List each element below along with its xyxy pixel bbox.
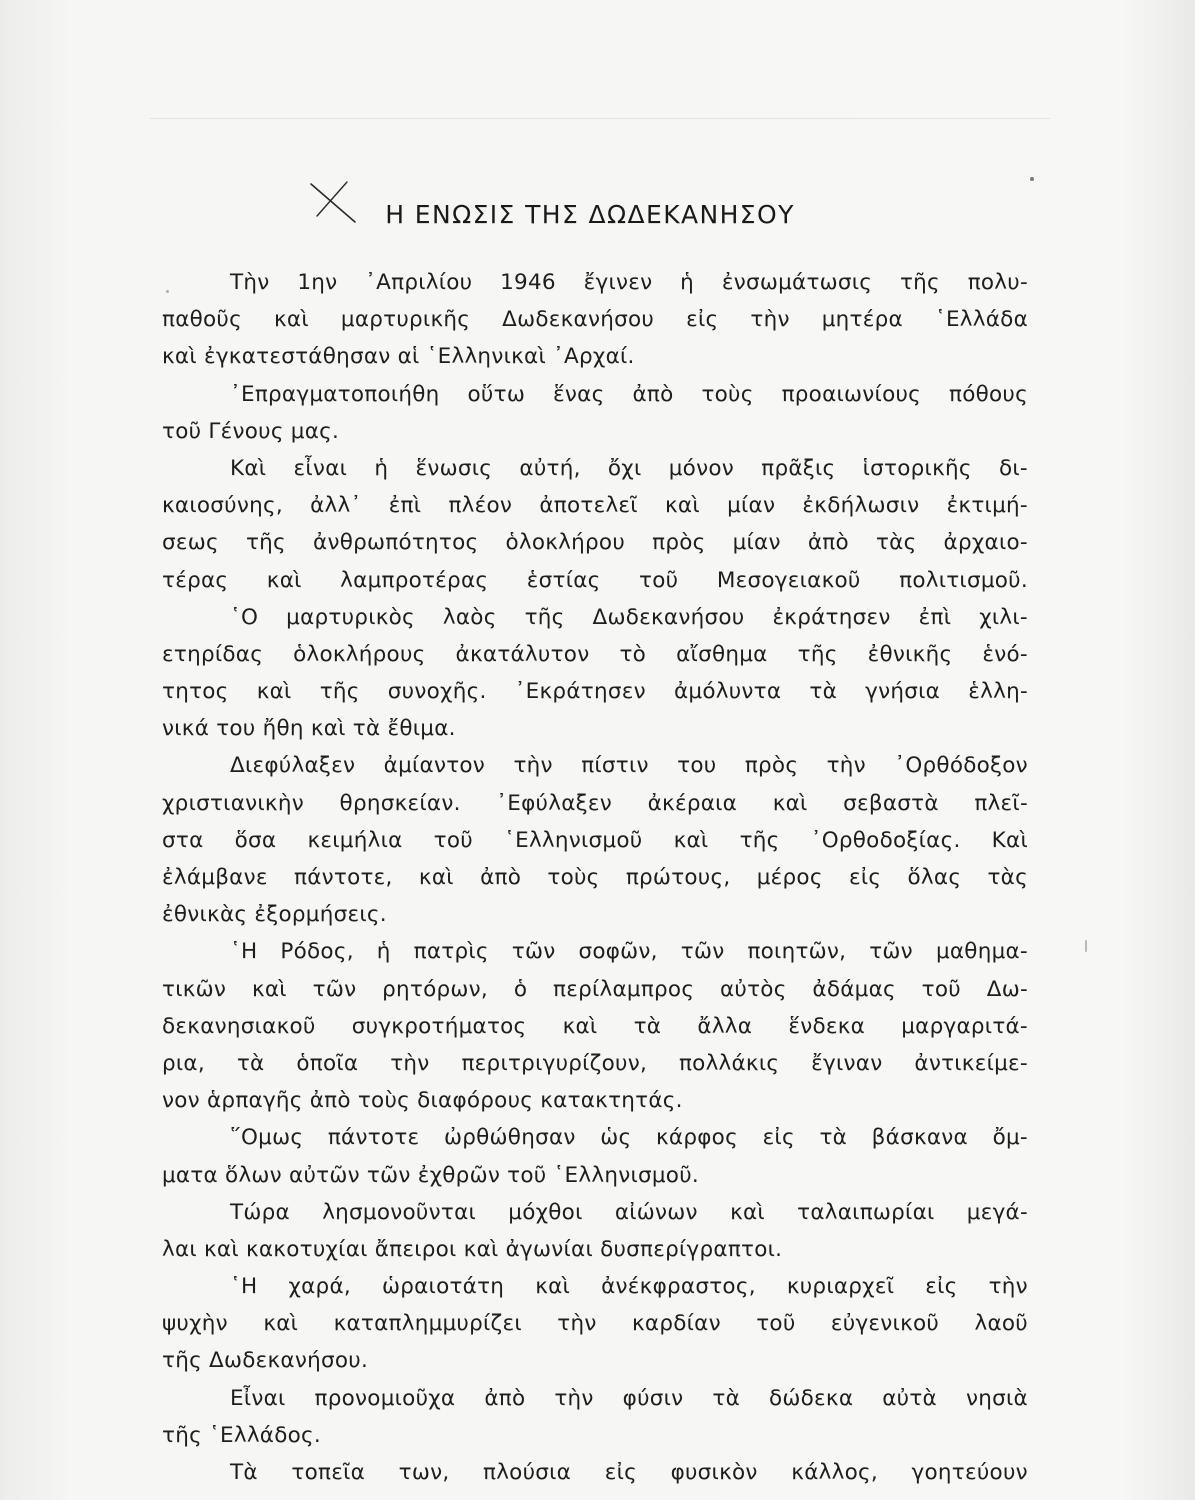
text-line: ῞Ομως πάντοτε ὠρθώθησαν ὡς κάρφος εἰς τὰ βάσκανα ὄμ- bbox=[230, 1125, 1028, 1151]
text-line: ἐθνικὰς ἐξορμήσεις. bbox=[162, 902, 387, 928]
text-line: καὶ ἐγκατεστάθησαν αἱ ῾Ελληνικαὶ ᾿Αρχαί. bbox=[162, 344, 635, 370]
speck bbox=[1030, 177, 1034, 181]
text-line: λαι καὶ κακοτυχίαι ἄπειροι καὶ ἀγωνίαι δυσπερίγραπτοι. bbox=[162, 1236, 783, 1262]
text-line: τικῶν καὶ τῶν ρητόρων, ὁ περίλαμπρος αὐτὸς ἀδάμας τοῦ Δω- bbox=[162, 976, 1028, 1002]
text-line: ἐλάμβανε πάντοτε, καὶ ἀπὸ τοὺς πρώτους, μέρος εἰς ὅλας τὰς bbox=[162, 865, 1028, 890]
speck bbox=[166, 290, 169, 293]
text-line: ετηρίδας ὁλοκλήρους ἀκατάλυτον τὸ αἴσθημα τῆς ἐθνικῆς ἑνό- bbox=[162, 641, 1028, 667]
text-line: ματα ὅλων αὐτῶν τῶν ἐχθρῶν τοῦ ῾Ελληνισμοῦ. bbox=[162, 1162, 699, 1188]
text-line: ῾Η χαρά, ὡραιοτάτη καὶ ἀνέκφραστος, κυριαρχεῖ εἰς τὴν bbox=[230, 1274, 1028, 1300]
show-through-header: ⠀ ⠀ bbox=[150, 86, 1040, 111]
text-line: τῆς ῾Ελλάδος. bbox=[162, 1422, 321, 1448]
text-line: ῾Ο μαρτυρικὸς λαὸς τῆς Δωδεκανήσου ἐκράτησεν ἐπὶ χιλι- bbox=[230, 604, 1028, 630]
text-line: ρια, τὰ ὁποῖα τὴν περιτριγυρίζουν, πολλάκις ἔγιναν ἀντικείμε- bbox=[162, 1050, 1028, 1076]
text-line: Διεφύλαξεν ἀμίαντον τὴν πίστιν του πρὸς τὴν ᾿Ορθόδοξον bbox=[230, 753, 1028, 779]
text-line: Τὰ τοπεῖα των, πλούσια εἰς φυσικὸν κάλλος, γοητεύουν bbox=[230, 1460, 1028, 1485]
text-line: τοῦ Γένους μας. bbox=[162, 418, 340, 444]
text-line: σεως τῆς ἀνθρωπότητος ὁλοκλήρου πρὸς μίαν ἀπὸ τὰς ἀρχαιο- bbox=[162, 530, 1028, 556]
speck bbox=[1085, 940, 1087, 952]
text-line: Εἶναι προνομιοῦχα ἀπὸ τὴν φύσιν τὰ δώδεκα αὐτὰ νησιὰ bbox=[230, 1385, 1028, 1411]
text-line: νικά του ἤθη καὶ τὰ ἔθιμα. bbox=[162, 716, 456, 742]
show-through-rule bbox=[150, 118, 1050, 119]
text-line: παθοῦς καὶ μαρτυρικῆς Δωδεκανήσου εἰς τὴν μητέρα ῾Ελλάδα bbox=[162, 307, 1028, 333]
text-line: χριστιανικὴν θρησκείαν. ᾿Εφύλαξεν ἀκέραια καὶ σεβαστὰ πλεῖ- bbox=[162, 790, 1028, 816]
text-line: τητος καὶ τῆς συνοχῆς. ᾿Εκράτησεν ἀμόλυντα τὰ γνήσια ἑλλη- bbox=[162, 679, 1028, 705]
text-line: τῆς Δωδεκανήσου. bbox=[162, 1348, 369, 1374]
body-text bbox=[162, 264, 1028, 1491]
text-line: νον ἁρπαγῆς ἀπὸ τοὺς διαφόρους κατακτητάς. bbox=[162, 1088, 683, 1114]
page-title: Η ΕΝΩΣΙΣ ΤΗΣ ΔΩΔΕΚΑΝΗΣΟΥ bbox=[385, 200, 795, 229]
text-line: ῾Η Ρόδος, ἡ πατρὶς τῶν σοφῶν, τῶν ποιητῶν, τῶν μαθημα- bbox=[230, 939, 1028, 965]
text-line: ᾿Επραγματοποιήθη οὕτω ἕνας ἀπὸ τοὺς προαιωνίους πόθους bbox=[230, 381, 1028, 407]
text-line: καιοσύνης, ἀλλ᾿ ἐπὶ πλέον ἀποτελεῖ καὶ μίαν ἐκδήλωσιν ἐκτιμή- bbox=[162, 493, 1028, 519]
text-line: Τὴν 1ην ᾿Απριλίου 1946 ἔγινεν ἡ ἐνσωμάτωσις τῆς πολυ- bbox=[230, 270, 1028, 295]
text-line: Τώρα λησμονοῦνται μόχθοι αἰώνων καὶ ταλαιπωρίαι μεγά- bbox=[230, 1199, 1028, 1225]
text-line: ψυχὴν καὶ καταπλημμυρίζει τὴν καρδίαν τοῦ εὐγενικοῦ λαοῦ bbox=[162, 1311, 1028, 1337]
text-line: τέρας καὶ λαμπροτέρας ἑστίας τοῦ Μεσογειακοῦ πολιτισμοῦ. bbox=[162, 567, 1028, 593]
text-line: στα ὅσα κειμήλια τοῦ ῾Ελληνισμοῦ καὶ τῆς ᾿Ορθοδοξίας. Καὶ bbox=[162, 827, 1028, 853]
text-line: δεκανησιακοῦ συγκροτήματος καὶ τὰ ἄλλα ἕνδεκα μαργαριτά- bbox=[162, 1013, 1028, 1039]
text-line: Καὶ εἶναι ἡ ἕνωσις αὐτή, ὄχι μόνον πρᾶξις ἱστορικῆς δι- bbox=[230, 455, 1028, 481]
